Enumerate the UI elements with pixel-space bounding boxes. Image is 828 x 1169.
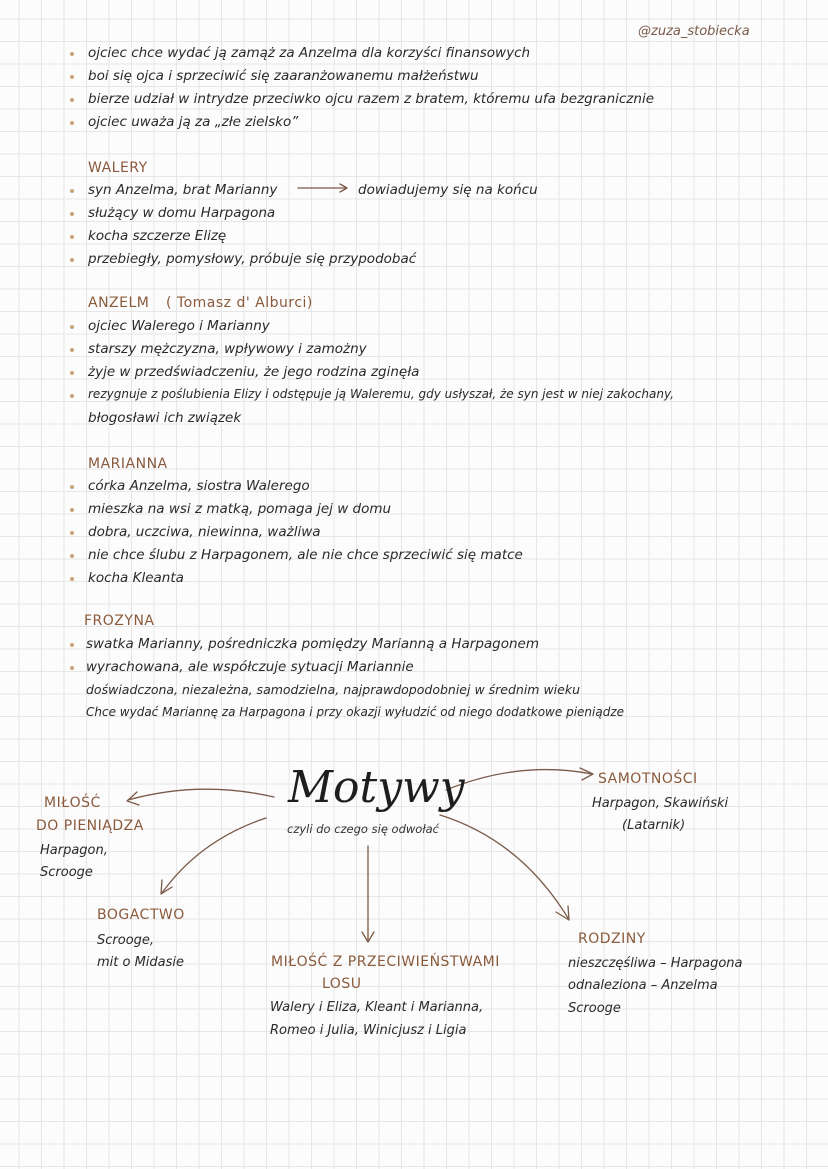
list-item: swatka Marianny, pośredniczka pomiędzy Marianną a Harpagonem (86, 636, 540, 652)
motif-heading: MIŁOŚĆ (44, 795, 101, 811)
arrow-head (556, 906, 569, 920)
motif-heading: MIŁOŚĆ Z PRZECIWIEŃSTWAMI (271, 954, 500, 970)
motif-line: odnaleziona – Anzelma (568, 978, 718, 993)
motif-heading: SAMOTNOŚCI (598, 771, 698, 787)
list-item: rezygnuje z poślubienia Elizy i odstępuje ją Waleremu, gdy usłyszał, że syn jest w niej zakochany, (88, 387, 674, 401)
list-item: wyrachowana, ale współczuje sytuacji Mariannie (86, 659, 414, 675)
walery-note: dowiadujemy się na końcu (358, 182, 538, 198)
arrow-line (446, 770, 592, 790)
frozyna-line: doświadczona, niezależna, samodzielna, najprawdopodobniej w średnim wieku (86, 682, 581, 697)
list-item: starszy mężczyzna, wpływowy i zamożny (88, 341, 367, 357)
motif-line: Scrooge, (97, 933, 155, 948)
motif-heading: DO PIENIĄDZA (36, 818, 144, 834)
motif-line: Romeo i Julia, Winicjusz i Ligia (270, 1023, 467, 1038)
list-item: ojciec chce wydać ją zamąż za Anzelma dla korzyści finansowych (88, 45, 531, 61)
list-item: dobra, uczciwa, niewinna, ważliwa (88, 524, 321, 540)
anzelm-heading: ANZELM (88, 295, 150, 311)
list-item: żyje w przedświadczeniu, że jego rodzina zginęła (88, 364, 420, 380)
motif-line: (Latarnik) (622, 818, 686, 833)
motif-line: Scrooge (40, 865, 93, 880)
arrow-line (128, 789, 274, 800)
list-item: nie chce ślubu z Harpagonem, ale nie chce sprzeciwić się matce (88, 547, 523, 563)
motif-line: Harpagon, Skawiński (592, 796, 729, 811)
list-item: kocha szczerze Elizę (88, 228, 227, 244)
frozyna-heading: FROZYNA (84, 613, 155, 629)
list-item: bierze udział w intrydze przeciwko ojcu razem z bratem, któremu ufa bezgranicznie (88, 91, 654, 107)
motif-line: mit o Midasie (97, 955, 185, 970)
list-item-continuation: błogosławi ich związek (88, 410, 242, 426)
motywy-subtitle: czyli do czego się odwołać (287, 822, 439, 836)
list-item: córka Anzelma, siostra Walerego (88, 478, 310, 494)
motif-line: Scrooge (568, 1001, 621, 1016)
anzelm-alt-name: ( Tomasz d' Alburci) (166, 295, 313, 311)
motif-line: Harpagon, (40, 843, 108, 858)
arrow-line (440, 815, 568, 918)
frozyna-line: Chce wydać Mariannę za Harpagona i przy okazji wyłudzić od niego dodatkowe pieniądze (86, 705, 624, 719)
author-handle: @zuza_stobiecka (638, 24, 750, 39)
motif-line: nieszczęśliwa – Harpagona (568, 956, 743, 971)
list-item: kocha Kleanta (88, 570, 184, 586)
list-item: mieszka na wsi z matką, pomaga jej w domu (88, 501, 392, 517)
motif-heading: RODZINY (578, 931, 646, 947)
walery-heading: WALERY (88, 160, 148, 176)
list-item: ojciec uważa ją za „złe zielsko” (88, 114, 299, 130)
list-item: służący w domu Harpagona (88, 205, 276, 221)
list-item: ojciec Walerego i Marianny (88, 318, 270, 334)
marianna-heading: MARIANNA (88, 456, 168, 472)
arrow-line (162, 818, 266, 893)
motif-line: Walery i Eliza, Kleant i Marianna, (270, 1000, 484, 1015)
list-item: boi się ojca i sprzeciwić się zaaranżowanemu małżeństwu (88, 68, 479, 84)
list-item: przebiegły, pomysłowy, próbuje się przypodobać (88, 251, 417, 267)
motywy-title: Motywy (288, 762, 465, 813)
motif-heading: BOGACTWO (97, 907, 185, 923)
motif-heading: LOSU (322, 976, 362, 992)
list-item: syn Anzelma, brat Marianny (88, 182, 278, 198)
